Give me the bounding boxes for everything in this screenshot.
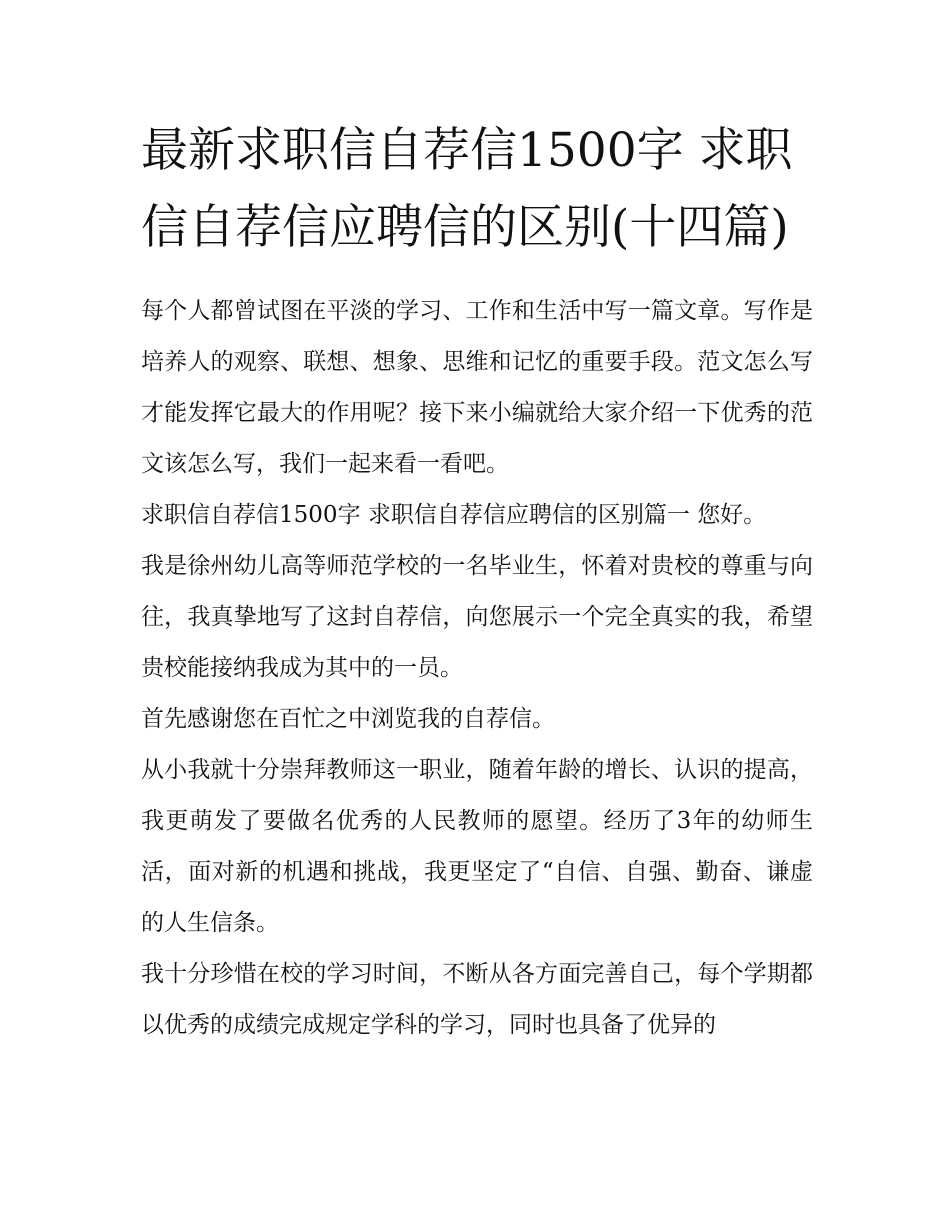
document-page — [141, 112, 813, 1051]
paragraph-intro: 每个人都曾试图在平淡的学习、工作和生活中写一篇文章。写作是培养人的观察、联想、想象、思维和记忆的重要手段。范文怎么写才能发挥它最大的作用呢？接下来小编就给大家介绍一下优秀的范文该怎么写，我们一起来看一看吧。 — [141, 298, 813, 477]
paragraph-self-introduction: 我是徐州幼儿高等师范学校的一名毕业生，怀着对贵校的尊重与向往，我真挚地写了这封自荐信，向您展示一个完全真实的我，希望贵校能接纳我成为其中的一员。 — [141, 553, 813, 681]
paragraph-letter-heading: 求职信自荐信1500字 求职信自荐信应聘信的区别篇一 您好。 — [141, 502, 767, 528]
paragraph-aspiration: 从小我就十分崇拜教师这一职业，随着年龄的增长、认识的提高，我更萌发了要做名优秀的人民教师的愿望。经历了3年的幼师生活，面对新的机遇和挑战，我更坚定了“自信、自强、勤奋、谦虚的人生信条。 — [141, 757, 813, 936]
document-title: 最新求职信自荐信1500字 求职信自荐信应聘信的区别(十四篇) — [141, 123, 793, 255]
paragraph-thanks: 首先感谢您在百忙之中浏览我的自荐信。 — [141, 706, 555, 732]
paragraph-study: 我十分珍惜在校的学习时间，不断从各方面完善自己，每个学期都以优秀的成绩完成规定学科的学习，同时也具备了优异的 — [141, 961, 813, 1038]
document-body — [141, 286, 813, 1051]
